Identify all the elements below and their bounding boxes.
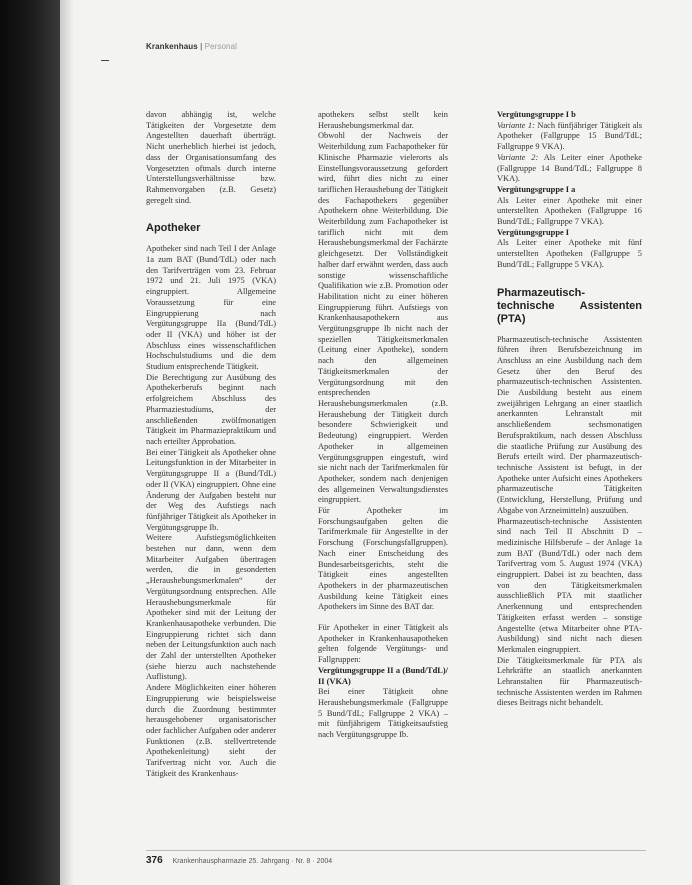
paragraph: davon abhängig ist, welche Tätigkeiten der Vorgesetzte dem Angestellten dauerhaft überträgt. Nicht unerheblich hierbei ist jedoch, dass der Organisationsumfang des Vorgesetzten oftmals durch interne Unterstellungsverhältnisse bzw. Rahmenvorgaben (z.B. Gesetz) geregelt sind. <box>146 110 276 205</box>
paragraph: Die Berechtigung zur Ausübung des Apothekerberufs beginnt nach erfolgreichem Abschluss des Pharmaziestudiums, der anschließenden zwölfmonatigen Tätigkeit im Pharmaziepraktikum und nach erteilter Approbation. <box>146 372 276 446</box>
column-3 <box>497 110 642 709</box>
paragraph: Pharmazeutisch-technische Assistenten führen ihren Berufsbezeichnung im Anschluss an eine Ausbildung nach dem Gesetz über den Beruf des pharmazeutisch-technischen Assistenten. Die Ausbildung besteht aus einem zweijährigen Lehrgang an einer staatlich anerkannten Lehranstalt mit anschließendem sechsmonatigen Berufspraktikum, nach dessen Abschluss die staatliche Prüfung zur Ausübung des Berufs erteilt wird. Der pharmazeutisch-technische Assistent ist befugt, in der Apotheke unter Aufsicht eines Apothekers pharmazeutische Tätigkeiten (Entwicklung, Herstellung, Prüfung und Abgabe von Arzneimitteln) auszuüben. <box>497 334 642 515</box>
journal-info: Krankenhauspharmazie 25. Jahrgang · Nr. 8 · 2004 <box>172 858 333 865</box>
margin-mark <box>101 60 109 61</box>
variant-label: Variante 1: <box>497 120 535 130</box>
paragraph <box>497 153 642 185</box>
paragraph: Für Apotheker im Forschungsaufgaben gelten die Tarifmerkmale für Angestellte in der Forschung (Forschungsfallgruppen). Nach einer Entscheidung des Bundesarbeitsgerichts, steht die Tätigkeit eines angestellten Apothekers in der pharmazeutischen Ausbildung keine Tätigkeit eines Apothekers im Sinne des BAT dar. <box>318 506 448 612</box>
paragraph: Apotheker sind nach Teil I der Anlage 1a zum BAT (Bund/TdL) oder nach den Tarifverträgen vom 23. Februar 1972 und 21. Juli 1975 (VKA) eingruppiert. Allgemeine Voraussetzung für eine Eingruppierung nach Vergütungsgruppe IIa (Bund/TdL) oder II (VKA) und höher ist der Abschluss eines wissenschaftlichen Hochschulstudiums und die dem Studium entsprechende Tätigkeit. <box>146 244 276 372</box>
subheading: Vergütungsgruppe I a <box>497 184 576 194</box>
variant-label: Variante 2: <box>497 152 539 162</box>
book-spine-shadow <box>0 0 60 885</box>
section-heading: Pharmazeutisch-technische Assistenten (PTA) <box>497 286 642 325</box>
subheading: Vergütungsgruppe II a (Bund/TdL)/ II (VKA) <box>318 665 448 686</box>
paragraph: Bei einer Tätigkeit ohne Heraushebungsmerkmale (Fallgruppe 5 Bund/TdL; Fallgruppe 2 VKA) – mit fünfjährigem Tätigkeitsaufstieg nach Vergütungsgruppe Ib. <box>318 687 448 740</box>
header-section: Personal <box>204 42 237 51</box>
variant-text: Nach fünfjähriger Tätigkeit als Apotheker (Fallgruppe 15 Bund/TdL; Fallgruppe 9 VKA). <box>497 120 642 152</box>
spacer <box>318 613 448 623</box>
running-header <box>146 42 237 51</box>
footer-rule <box>146 850 646 851</box>
paragraph: Als Leiter einer Apotheke mit fünf unterstellten Apotheken (Fallgruppe 5 Bund/TdL; Fallgruppe 5 VKA). <box>497 238 642 269</box>
paragraph: Bei einer Tätigkeit als Apotheker ohne Leitungsfunktion in der Mitarbeiter in Vergütungsgruppe II a (Bund/TdL) oder II (VKA) eingruppiert. Ohne eine Änderung der Aufgaben besteht nur der Weg des Aufstiegs nach fünfjähriger Tätigkeit als Apotheker in Vergütungsgruppe Ib. <box>146 447 276 532</box>
paragraph: Weitere Aufstiegsmöglichkeiten bestehen nur dann, wenn dem Mitarbeiter Aufgaben übertragen werden, die in gesonderten „Heraushebungsmerkmalen“ der Vergütungsordnung entsprechen. Alle Heraushebungsmerkmale für Apotheker sind mit der Leitung der Krankenhausapotheke verbunden. Die Eingruppierung richtet sich dann neben der Leitungsfunktion auch nach der Zahl der unterstellten Apotheker (siehe hierzu auch nachstehende Auflistung). <box>146 533 276 682</box>
paragraph: Obwohl der Nachweis der Weiterbildung zum Fachapotheker für Klinische Pharmazie vielerorts als Einstellungsvoraussetzung gefordert wird, führt dies nicht zu einer tariflichen Heraushebung der Tätigkeit des Fachapothekers gegenüber Apothekern ohne Weiterbildung. Die Weiterbildung zum Fachapotheker ist tariflich nicht mit dem Heraushebungsmerkmal der Fachärzte gleichgesetzt. Der Vollständigkeit halber darf erwähnt werden, dass auch sonstige wissenschaftliche Qualifikation wie z.B. Promotion oder Habilitation nicht zu einer höheren Eingruppierung führt. Aufstiegs von Krankenhausapothekern aus Vergütungsgruppe Ib nicht nach der speziellen Tätigkeitsmerkmalen (Leitung einer Apotheke), sondern nach den allgemeinen Tätigkeitsmerkmalen der Vergütungsordnung mit den entsprechenden Heraushebungsmerkmalen (z.B. Heraushebung der Tätigkeit durch besondere Schwierigkeit und Bedeutung) eingruppiert. Werden Apotheker in allgemeinen Vergütungsgruppen eingestuft, wird sie nicht nach der Tarifmerkmalen für Apotheker, sondern nach denjenigen des allgemeinen Verwaltungsdienstes eingruppiert. <box>318 131 448 505</box>
column-2 <box>318 110 448 741</box>
header-separator: | <box>197 42 205 51</box>
paragraph: Die Tätigkeitsmerkmale für PTA als Lehrkräfte an staatlich anerkannten Lehranstalten für Pharmazeutisch-technische Assistenten werden im Rahmen dieses Beitrags nicht behandelt. <box>497 655 642 708</box>
paragraph: Für Apotheker in einer Tätigkeit als Apotheker in Krankenhausapotheken gelten folgende Vergütungs- und Fallgruppen: <box>318 623 448 665</box>
subheading: Vergütungsgruppe I <box>497 227 570 237</box>
paragraph <box>497 121 642 153</box>
paragraph: apothekers selbst stellt kein Heraushebungsmerkmal dar. <box>318 110 448 130</box>
header-title: Krankenhaus <box>146 42 198 51</box>
paragraph: Pharmazeutisch-technische Assistenten sind nach Teil II Abschnitt D – medizinische Hilfsberufe – der Anlage 1a zum BAT (Bund/TdL) oder nach dem Tarifvertrag vom 5. August 1974 (VKA) eingruppiert. Dabei ist zu beachten, dass von den Tätigkeitsmerkmalen ausschließlich PTA mit staatlicher Anerkennung und entsprechenden Tätigkeiten erfasst werden – sonstige Angestellte (etwa Mitarbeiter ohne PTA-Ausbildung) sind nicht nach diesen Merkmalen eingruppiert. <box>497 516 642 654</box>
paragraph: Andere Möglichkeiten einer höheren Eingruppierung wie beispielsweise durch die Zuordnung bestimmter herausgehobener organisatorischer oder fachlicher Aufgaben oder anderer Funktionen (z.B. stellvertretende Apothekenleitung) sieht der Tarifvertrag nicht vor. Auch die Tätigkeit des Krankenhaus- <box>146 683 276 778</box>
page-fold <box>60 0 74 885</box>
column-1 <box>146 110 276 779</box>
paragraph: Als Leiter einer Apotheke mit einer unterstellten Apotheken (Fallgruppe 16 Bund/TdL; Fallgruppe 7 VKA). <box>497 195 642 227</box>
variant-text: Als Leiter einer Apotheke (Fallgruppe 14 Bund/TdL; Fallgruppe 8 VKA). <box>497 152 642 184</box>
page-number: 376 <box>146 855 163 866</box>
page-footer <box>146 855 332 866</box>
section-heading: Apotheker <box>146 222 201 235</box>
subheading: Vergütungsgruppe I b <box>497 110 576 119</box>
